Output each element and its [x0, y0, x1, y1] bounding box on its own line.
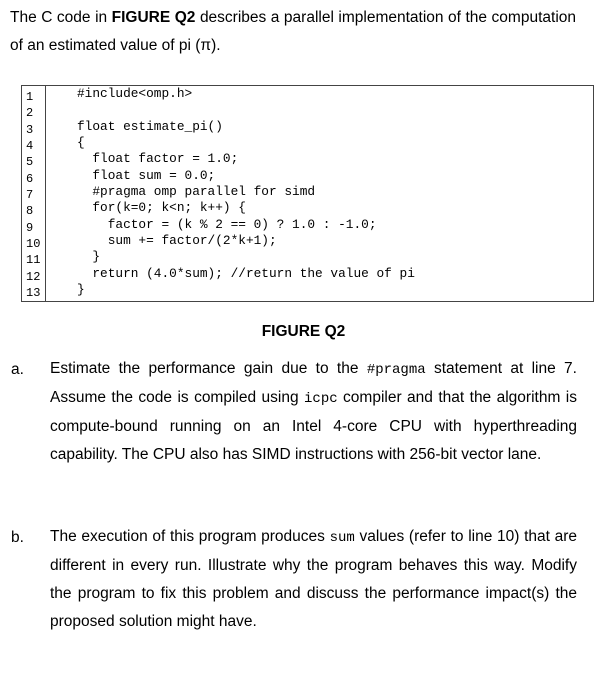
line-number: 8	[26, 204, 34, 218]
question-b-label: b.	[11, 529, 24, 546]
line-number: 1	[26, 90, 34, 104]
question-a-text-2: statement at line 7. Assume the code is compiled using	[50, 360, 577, 406]
question-a-text-1: Estimate the performance gain due to the	[50, 360, 367, 377]
figure-caption: FIGURE Q2	[261, 323, 346, 340]
line-number: 5	[26, 155, 34, 169]
question-a-text	[50, 355, 577, 469]
question-b-text-1: The execution of this program produces	[50, 528, 330, 545]
line-number: 11	[26, 253, 41, 267]
code-line: float factor = 1.0;	[77, 151, 239, 166]
line-number: 10	[26, 237, 41, 251]
line-number-gutter	[22, 86, 46, 301]
code-line: sum += factor/(2*k+1);	[77, 233, 277, 248]
intro-figure-ref: FIGURE Q2	[111, 9, 196, 26]
code-line: for(k=0; k<n; k++) {	[77, 200, 246, 215]
intro-paragraph	[10, 4, 576, 60]
code-line: factor = (k % 2 == 0) ? 1.0 : -1.0;	[77, 217, 377, 232]
line-number: 13	[26, 286, 41, 300]
intro-text-2: describes a parallel implementation of the computation of an estimated value of pi (π).	[10, 9, 576, 54]
intro-text-1: The C code in	[10, 9, 112, 26]
code-line: float estimate_pi()	[77, 119, 223, 134]
question-b-code-sum: sum	[329, 530, 355, 546]
line-number: 7	[26, 188, 34, 202]
question-b-text	[50, 523, 577, 636]
code-listing	[21, 85, 594, 302]
question-a-code-icpc: icpc	[304, 391, 338, 407]
code-line: }	[77, 282, 85, 297]
code-line: }	[77, 249, 101, 264]
question-b-text-2: values (refer to line 10) that are different in every run. Illustrate why the program behaves this way. Modify the program to fix this problem and discuss the performance impact(s) the proposed solution might have.	[50, 528, 577, 630]
question-a-code-pragma: #pragma	[366, 362, 426, 378]
line-number: 4	[26, 139, 34, 153]
code-line: #include<omp.h>	[77, 86, 193, 101]
code-line: {	[77, 135, 85, 150]
question-a-text-3: compiler and that the algorithm is compute-bound running on an Intel 4-core CPU with hyperthreading capability. The CPU also has SIMD instructions with 256-bit vector lane.	[50, 389, 577, 463]
question-a-label: a.	[11, 361, 24, 378]
line-number: 12	[26, 270, 41, 284]
line-number: 2	[26, 106, 34, 120]
line-number: 6	[26, 172, 34, 186]
code-line: #pragma omp parallel for simd	[77, 184, 316, 199]
code-line: float sum = 0.0;	[77, 168, 216, 183]
line-number: 9	[26, 221, 34, 235]
line-number: 3	[26, 123, 34, 137]
code-line: return (4.0*sum); //return the value of pi	[77, 266, 415, 281]
